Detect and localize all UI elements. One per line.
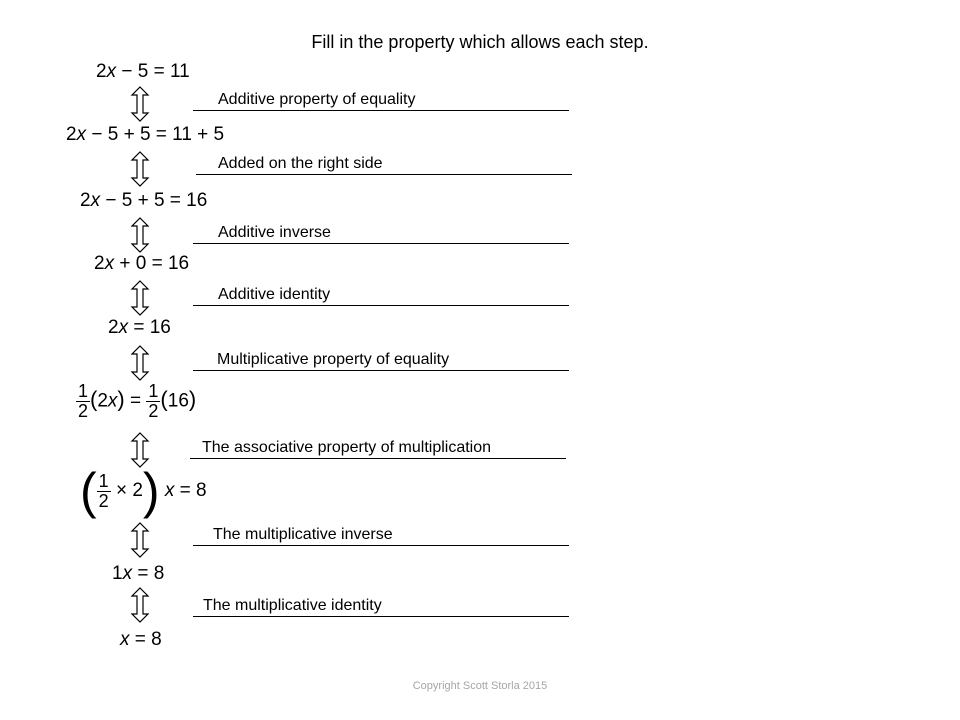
- equation-7: [80, 463, 207, 519]
- fraction-denominator: 2: [98, 490, 109, 511]
- fraction-denominator: 2: [78, 400, 89, 421]
- eq-coefficient: 2: [94, 253, 105, 274]
- eq-rest: − 5 + 5 = 16: [100, 190, 208, 211]
- right-paren: ): [188, 386, 197, 412]
- equation-1: [96, 62, 190, 81]
- answer-text: Additive property of equality: [218, 91, 416, 108]
- eq-variable: x: [106, 61, 117, 82]
- eq-constant: 16: [167, 390, 189, 412]
- eq-coefficient: 2: [96, 61, 107, 82]
- fraction-numerator: 1: [78, 381, 89, 401]
- double-up-down-arrow-icon: [130, 217, 150, 253]
- answer-blank-4[interactable]: [193, 286, 569, 306]
- answer-blank-1[interactable]: [193, 91, 569, 111]
- right-paren: ): [117, 386, 125, 412]
- fraction-one-half-2: [146, 382, 160, 421]
- fraction-one-half: [97, 472, 111, 511]
- answer-text: The multiplicative identity: [203, 597, 382, 614]
- equation-2: [66, 125, 224, 144]
- fraction-one-half: [76, 382, 90, 421]
- equation-4: [94, 254, 189, 273]
- equation-6: [76, 382, 196, 421]
- fraction-denominator: 2: [148, 400, 159, 421]
- double-up-down-arrow-icon: [130, 151, 150, 187]
- double-up-down-arrow-icon: [130, 345, 150, 381]
- eq-variable: x: [120, 629, 130, 650]
- equals-sign: =: [124, 390, 147, 412]
- big-left-paren: (: [80, 463, 97, 519]
- answer-text: The associative property of multiplication: [202, 439, 492, 456]
- equation-8: [112, 564, 164, 583]
- answer-blank-6[interactable]: [190, 439, 566, 459]
- eq-rest: = 8: [132, 563, 165, 584]
- eq-rest: − 5 + 5 = 11 + 5: [86, 124, 225, 145]
- double-up-down-arrow-icon: [130, 280, 150, 316]
- answer-text: The multiplicative inverse: [213, 526, 393, 543]
- double-up-down-arrow-icon: [130, 522, 150, 558]
- copyright-notice: Copyright Scott Storla 2015: [412, 680, 548, 692]
- eq-coefficient: 1: [112, 563, 123, 584]
- left-paren: (: [90, 386, 98, 412]
- left-paren: (: [160, 386, 168, 412]
- eq-rest: + 0 = 16: [114, 253, 190, 274]
- big-right-paren: ): [142, 463, 160, 519]
- eq-coefficient: 2: [108, 317, 119, 338]
- eq-coefficient: 2: [80, 190, 91, 211]
- times-two: × 2: [110, 480, 143, 502]
- eq-rest: = 16: [128, 317, 171, 338]
- answer-text: Additive identity: [218, 286, 331, 303]
- equation-3: [80, 191, 207, 210]
- answer-blank-3[interactable]: [193, 224, 569, 244]
- eq-coefficient: 2: [97, 390, 108, 412]
- answer-blank-7[interactable]: [193, 526, 569, 546]
- eq-variable: x: [104, 253, 115, 274]
- eq-rest: = 8: [174, 480, 207, 502]
- answer-text: Added on the right side: [218, 155, 383, 172]
- fraction-numerator: 1: [98, 470, 109, 491]
- equation-5: [108, 318, 171, 337]
- answer-blank-2[interactable]: [196, 155, 572, 175]
- eq-variable: x: [118, 317, 129, 338]
- eq-variable: x: [122, 563, 133, 584]
- equation-9: [120, 630, 162, 649]
- eq-coefficient: 2: [66, 124, 77, 145]
- eq-rest: − 5 = 11: [116, 61, 190, 82]
- double-up-down-arrow-icon: [130, 86, 150, 122]
- eq-variable: x: [164, 480, 175, 502]
- double-up-down-arrow-icon: [130, 432, 150, 468]
- eq-variable: x: [90, 190, 101, 211]
- page-title: Fill in the property which allows each step.: [311, 32, 649, 52]
- answer-text: Multiplicative property of equality: [217, 351, 450, 368]
- eq-rest: = 8: [129, 629, 162, 650]
- answer-text: Additive inverse: [218, 224, 331, 241]
- answer-blank-8[interactable]: [193, 597, 569, 617]
- double-up-down-arrow-icon: [130, 587, 150, 623]
- eq-variable: x: [107, 390, 118, 412]
- fraction-numerator: 1: [148, 381, 159, 401]
- answer-blank-5[interactable]: [193, 351, 569, 371]
- eq-variable: x: [76, 124, 87, 145]
